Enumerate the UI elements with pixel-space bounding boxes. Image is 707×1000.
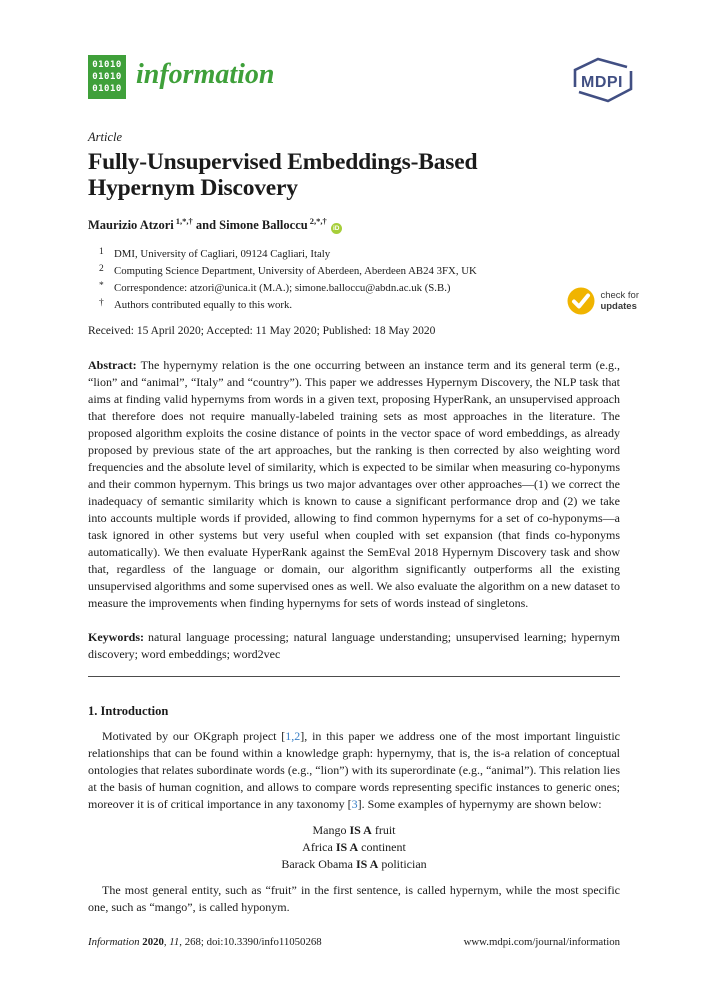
authors-line bbox=[88, 216, 620, 234]
footer-doi: , 268; doi:10.3390/info11050268 bbox=[179, 936, 322, 948]
information-journal-logo-icon bbox=[88, 55, 126, 99]
example-line bbox=[88, 839, 620, 856]
author-1-name: Maurizio Atzori bbox=[88, 218, 174, 233]
footer-year: 2020 bbox=[139, 936, 164, 948]
journal-brand bbox=[88, 55, 274, 99]
footer-citation bbox=[88, 936, 322, 948]
abstract-text: The hypernymy relation is the one occurring between an instance term and its general term (e.g., “lion” and “animal”, “Italy” and “country”). This paper we addresses Hypernym Discovery, the NLP task that aims at finding valid hypernyms from words in a given text, proposing HyperRank, an unsupervised approach that therefore does not require manually-labeled training sets as most approaches in the literature. The proposed algorithm exploits the cosine distance of points in the vector space of word embeddings, as already proposed by previous state of the art approaches, but the ranking is then corrected by also weighting word frequencies and the absolute level of similarity, which is expected to be similar when measuring co-hyponyms and their common hypernym. This brings us two major advantages over other approaches—(1) we correct the inadequacy of semantic similarity which is known to cause a significant performance drop and (2) we take into accounts multiple words if provided, allowing to find common hypernyms for a set of co-hyponyms—a task ignored in other systems but very useful when coupled with set expansion (that finds co-hyponyms automatically). We then evaluate HyperRank against the SemEval 2018 Hypernym Discovery task and show that, regardless of the language or domain, our algorithm significantly outperforms all the existing unsupervised algorithms and some supervised ones as well. We also evaluate the algorithm on a new dataset to measure the improvements when finding hypernyms for sets of words instead of singletons. bbox=[88, 358, 620, 611]
badge-line-1: check for bbox=[600, 290, 639, 301]
affiliation-text: DMI, University of Cagliari, 09124 Cagliari, Italy bbox=[114, 248, 331, 261]
example-relation: IS A bbox=[349, 823, 372, 838]
keywords-label: Keywords: bbox=[88, 630, 144, 645]
paper-title bbox=[88, 150, 620, 201]
mdpi-logo-icon bbox=[565, 56, 641, 109]
check-for-updates-badge[interactable] bbox=[567, 287, 639, 315]
keywords-text: natural language processing; natural language understanding; unsupervised learning; hypernym discovery; word embeddings; word2vec bbox=[88, 630, 620, 662]
abstract-label: Abstract: bbox=[88, 358, 137, 373]
section-heading-introduction: 1. Introduction bbox=[88, 704, 169, 719]
example-line bbox=[88, 856, 620, 873]
page-header bbox=[88, 55, 623, 109]
title-line-1: Fully-Unsupervised Embeddings-Based bbox=[88, 149, 478, 175]
article-type-label: Article bbox=[88, 130, 123, 144]
checkmark-icon bbox=[567, 287, 595, 315]
abstract-paragraph bbox=[88, 357, 620, 612]
binary-line: 01010 bbox=[92, 60, 122, 70]
affiliation-marker: 1 bbox=[99, 247, 104, 258]
example-subject: Africa bbox=[302, 840, 336, 855]
title-line-2: Hypernym Discovery bbox=[88, 174, 298, 201]
intro-text: ], in this paper we address one of the most important linguistic relationships that can be found within a knowledge graph: hypernymy, that is, the is-a relation of conceptual ontologies that relates subordinate words (e.g., “lion”) with its superordinate (e.g., “animal”). This relation lies at the basis of human cognition, and allows to compare words representing specific instances to generic ones; moreover it is of critical importance in any taxonomy [ bbox=[88, 729, 620, 812]
binary-line: 01010 bbox=[92, 72, 122, 82]
page-footer bbox=[88, 936, 620, 948]
section-divider bbox=[88, 676, 620, 677]
equal-contribution-text: Authors contributed equally to this work. bbox=[114, 299, 293, 312]
example-object: politician bbox=[378, 857, 427, 872]
intro-text: Motivated by our OKgraph project [ bbox=[102, 729, 286, 744]
orcid-icon[interactable]: iD bbox=[331, 223, 342, 234]
example-object: fruit bbox=[371, 823, 396, 838]
footer-journal-url[interactable]: www.mdpi.com/journal/information bbox=[463, 936, 620, 948]
affiliation-item bbox=[99, 246, 620, 263]
correspondence-item bbox=[99, 280, 620, 297]
equal-contribution-item bbox=[99, 297, 620, 314]
binary-line: 01010 bbox=[92, 84, 122, 94]
author-2-affil-markers: 2,*,† bbox=[309, 216, 327, 226]
citation-link-1-2[interactable]: 1,2 bbox=[285, 729, 301, 744]
affiliation-text: Computing Science Department, University of Aberdeen, Aberdeen AB24 3FX, UK bbox=[114, 265, 477, 278]
intro-text: ]. Some examples of hypernymy are shown below: bbox=[357, 797, 602, 812]
author-2-name: Simone Balloccu bbox=[219, 218, 308, 233]
affiliations-list bbox=[99, 246, 620, 314]
journal-name: information bbox=[136, 59, 275, 90]
example-line bbox=[88, 822, 620, 839]
example-object: continent bbox=[358, 840, 406, 855]
correspondence-marker: * bbox=[99, 281, 104, 292]
hypernymy-examples bbox=[88, 822, 620, 873]
equal-contribution-marker: † bbox=[99, 298, 104, 309]
example-subject: Barack Obama bbox=[281, 857, 356, 872]
mdpi-logo-text: MDPI bbox=[581, 74, 623, 91]
correspondence-text: Correspondence: atzori@unica.it (M.A.); simone.balloccu@abdn.ac.uk (S.B.) bbox=[114, 282, 451, 295]
footer-volume: 11 bbox=[169, 936, 180, 948]
badge-line-2: updates bbox=[600, 301, 637, 312]
example-relation: IS A bbox=[335, 840, 359, 855]
keywords-paragraph bbox=[88, 629, 620, 663]
footer-journal-name: Information bbox=[88, 936, 140, 948]
affiliation-marker: 2 bbox=[99, 264, 104, 275]
example-subject: Mango bbox=[312, 823, 350, 838]
citation-link-3[interactable]: 3 bbox=[351, 797, 358, 812]
intro-paragraph-1 bbox=[88, 728, 620, 813]
footer-separator: , bbox=[163, 936, 170, 948]
received-accepted-published-line: Received: 15 April 2020; Accepted: 11 May 2020; Published: 18 May 2020 bbox=[88, 325, 436, 338]
affiliation-item bbox=[99, 263, 620, 280]
author-1-affil-markers: 1,*,† bbox=[175, 216, 193, 226]
authors-connector: and bbox=[192, 218, 220, 233]
example-relation: IS A bbox=[355, 857, 379, 872]
intro-paragraph-2: The most general entity, such as “fruit” in the first sentence, is called hypernym, while the most specific one, such as “mango”, is called hyponym. bbox=[88, 883, 620, 915]
check-for-updates-label bbox=[600, 290, 639, 312]
